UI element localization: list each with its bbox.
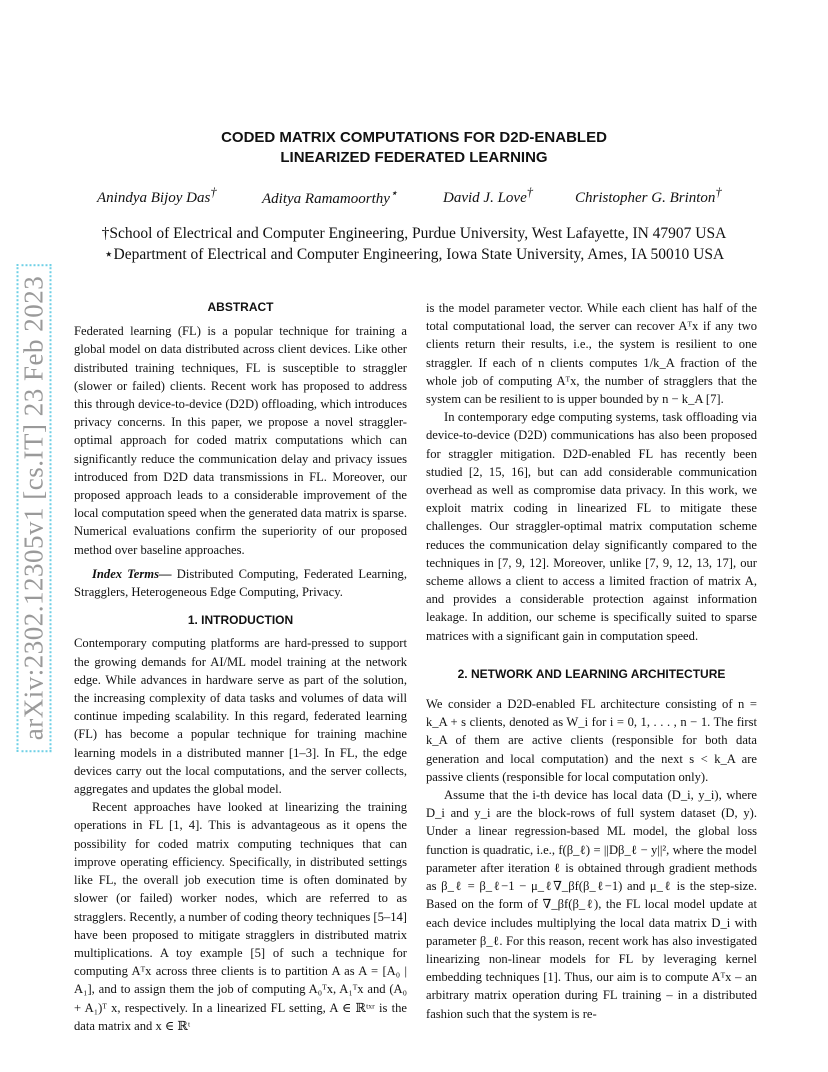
right-paragraph-2: In contemporary edge computing systems, task offloading via device-to-device (D2D) communications has also been proposed for straggler mitigation. D2D-enabled FL has recently been studied [2, 15, 16], but can add considerable communication overhead as well as compromise data privacy. In this work, we exploit matrix coding in linearized FL to mitigate these challenges. Our straggler-optimal matrix computation scheme reduces the communication delay significantly compared to the techniques in [7, 9, 12]. Moreover, unlike [7, 9, 12, 13, 17], our scheme allows a client to access a limited fraction of matrix A, and provides a considerable protection against information leakage. In addition, our scheme is specifically suited to sparse matrices with a significant gain in computation speed. xyxy=(426,410,757,643)
paper-title xyxy=(0,128,828,168)
section-2-heading: 2. NETWORK AND LEARNING ARCHITECTURE xyxy=(457,666,726,681)
affiliation-purdue: †School of Electrical and Computer Engineering, Purdue University, West Lafayette, IN 47907 USA xyxy=(101,225,727,242)
affiliation-iowa-state: ⋆Department of Electrical and Computer Engineering, Iowa State University, Ames, IA 50010 USA xyxy=(103,246,725,263)
abstract-body: Federated learning (FL) is a popular technique for training a global model on data distributed across client devices. Like other distributed training techniques, FL is susceptible to straggler (slower or failed) clients. Recent work has proposed to address this through device-to-device (D2D) offloading, which introduces privacy concerns. In this paper, we propose a novel straggler-optimal approach for coded matrix computations which can significantly reduce the communication delay and privacy issues introduced from D2D data transmissions in FL. Moreover, our proposed approach leads to a considerable improvement of the local computation speed when the generated data matrix is sparse. Numerical evaluations confirm the superiority of our proposed method over baseline approaches. xyxy=(74,324,407,557)
arxiv-sidebar xyxy=(14,265,54,750)
section-1-paragraph-1: Contemporary computing platforms are hard-pressed to support the growing demands for AI/ML model training at the network edge. While advances in hardware serve as part of the solution, the increasing complexity of data tasks and volumes of data will continue impeding scalability. In this regard, federated learning (FL) has become a popular technique for training machine learning models in a distributed manner [1–3]. In FL, the edge devices carry out the local computations, and the server collects, aggregates and updates the global model. xyxy=(74,636,407,797)
section-1-heading: 1. INTRODUCTION xyxy=(187,613,294,628)
section-2-paragraph-2: Assume that the i-th device has local data (D_i, y_i), where D_i and y_i are the block-rows of full system dataset (D, y). Under a linear regression-based ML model, the global loss function is quadratic, i.e., f(β_ℓ) = ||Dβ_ℓ − y||², where the model parameter after iteration ℓ is obtained through gradient methods as β_ℓ = β_ℓ−1 − μ_ℓ∇_βf(β_ℓ−1) and μ_ℓ is the step-size. Based on the form of ∇_βf(β_ℓ), the FL local model update at each device includes multiplying the local data matrix D_i with parameter β_ℓ. For this reason, recent work has also investigated linearizing non-linear models for FL by leveraging kernel embedding techniques [1]. Thus, our aim is to compute Aᵀx – an arbitrary matrix operation during FL training – in a distributed fashion such that the system is re- xyxy=(426,788,757,1021)
left-column xyxy=(74,298,407,1035)
author-3: David J. Love† xyxy=(443,185,533,206)
title-line-2: LINEARIZED FEDERATED LEARNING xyxy=(280,149,548,166)
section-2-paragraph-1: We consider a D2D-enabled FL architecture consisting of n = k_A + s clients, denoted as W_i for i = 0, 1, . . . , n − 1. The first k_A of them are active clients (responsible for both data generation and local computation) and the next s < k_A are passive clients (responsible for local computation only). xyxy=(426,697,757,784)
right-paragraph-1: is the model parameter vector. While each client has half of the total computational load, the server can recover Aᵀx if any two clients return their results, i.e., the system is resilient to one straggler. If each of n clients computes 1/k_A fraction of the whole job of computing Aᵀx, the number of stragglers that the system can be resilient to is upper bounded by n − k_A [7]. xyxy=(426,301,757,407)
abstract-heading: ABSTRACT xyxy=(207,300,274,314)
index-terms-text: Distributed Computing, Federated Learning, Stragglers, Heterogeneous Edge Computing, Privacy. xyxy=(74,566,407,600)
right-column xyxy=(426,299,757,1023)
arxiv-identifier: arXiv:2302.12305v1 [cs.IT] 23 Feb 2023 xyxy=(17,263,52,751)
index-terms xyxy=(74,565,407,601)
section-1-paragraph-2: Recent approaches have looked at linearizing the training operations in FL [1, 4]. This is advantageous as it opens the possibility for coded matrix computing techniques that can improve operating efficiency. Specifically, in distributed settings like FL, the overall job execution time is often dominated by slower (or failed) worker nodes, which are referred to as stragglers. Recently, a number of coding theory techniques [5–14] have been proposed to mitigate stragglers in distributed matrix multiplications. A toy example [5] of such a technique for computing Aᵀx across three clients is to partition A as A = [A₀ | A₁], and to assign them the job of computing A₀ᵀx, A₁ᵀx and (A₀ + A₁)ᵀ x, respectively. In a linearized FL setting, A ∈ ℝᵗˣʳ is the data matrix and x ∈ ℝᵗ xyxy=(74,800,407,1033)
title-line-1: CODED MATRIX COMPUTATIONS FOR D2D-ENABLED xyxy=(221,129,607,146)
index-terms-label: Index Terms— xyxy=(92,566,172,581)
author-4: Christopher G. Brinton† xyxy=(575,185,722,206)
author-1: Anindya Bijoy Das† xyxy=(97,185,217,206)
author-2: Aditya Ramamoorthy⋆ xyxy=(262,186,398,207)
